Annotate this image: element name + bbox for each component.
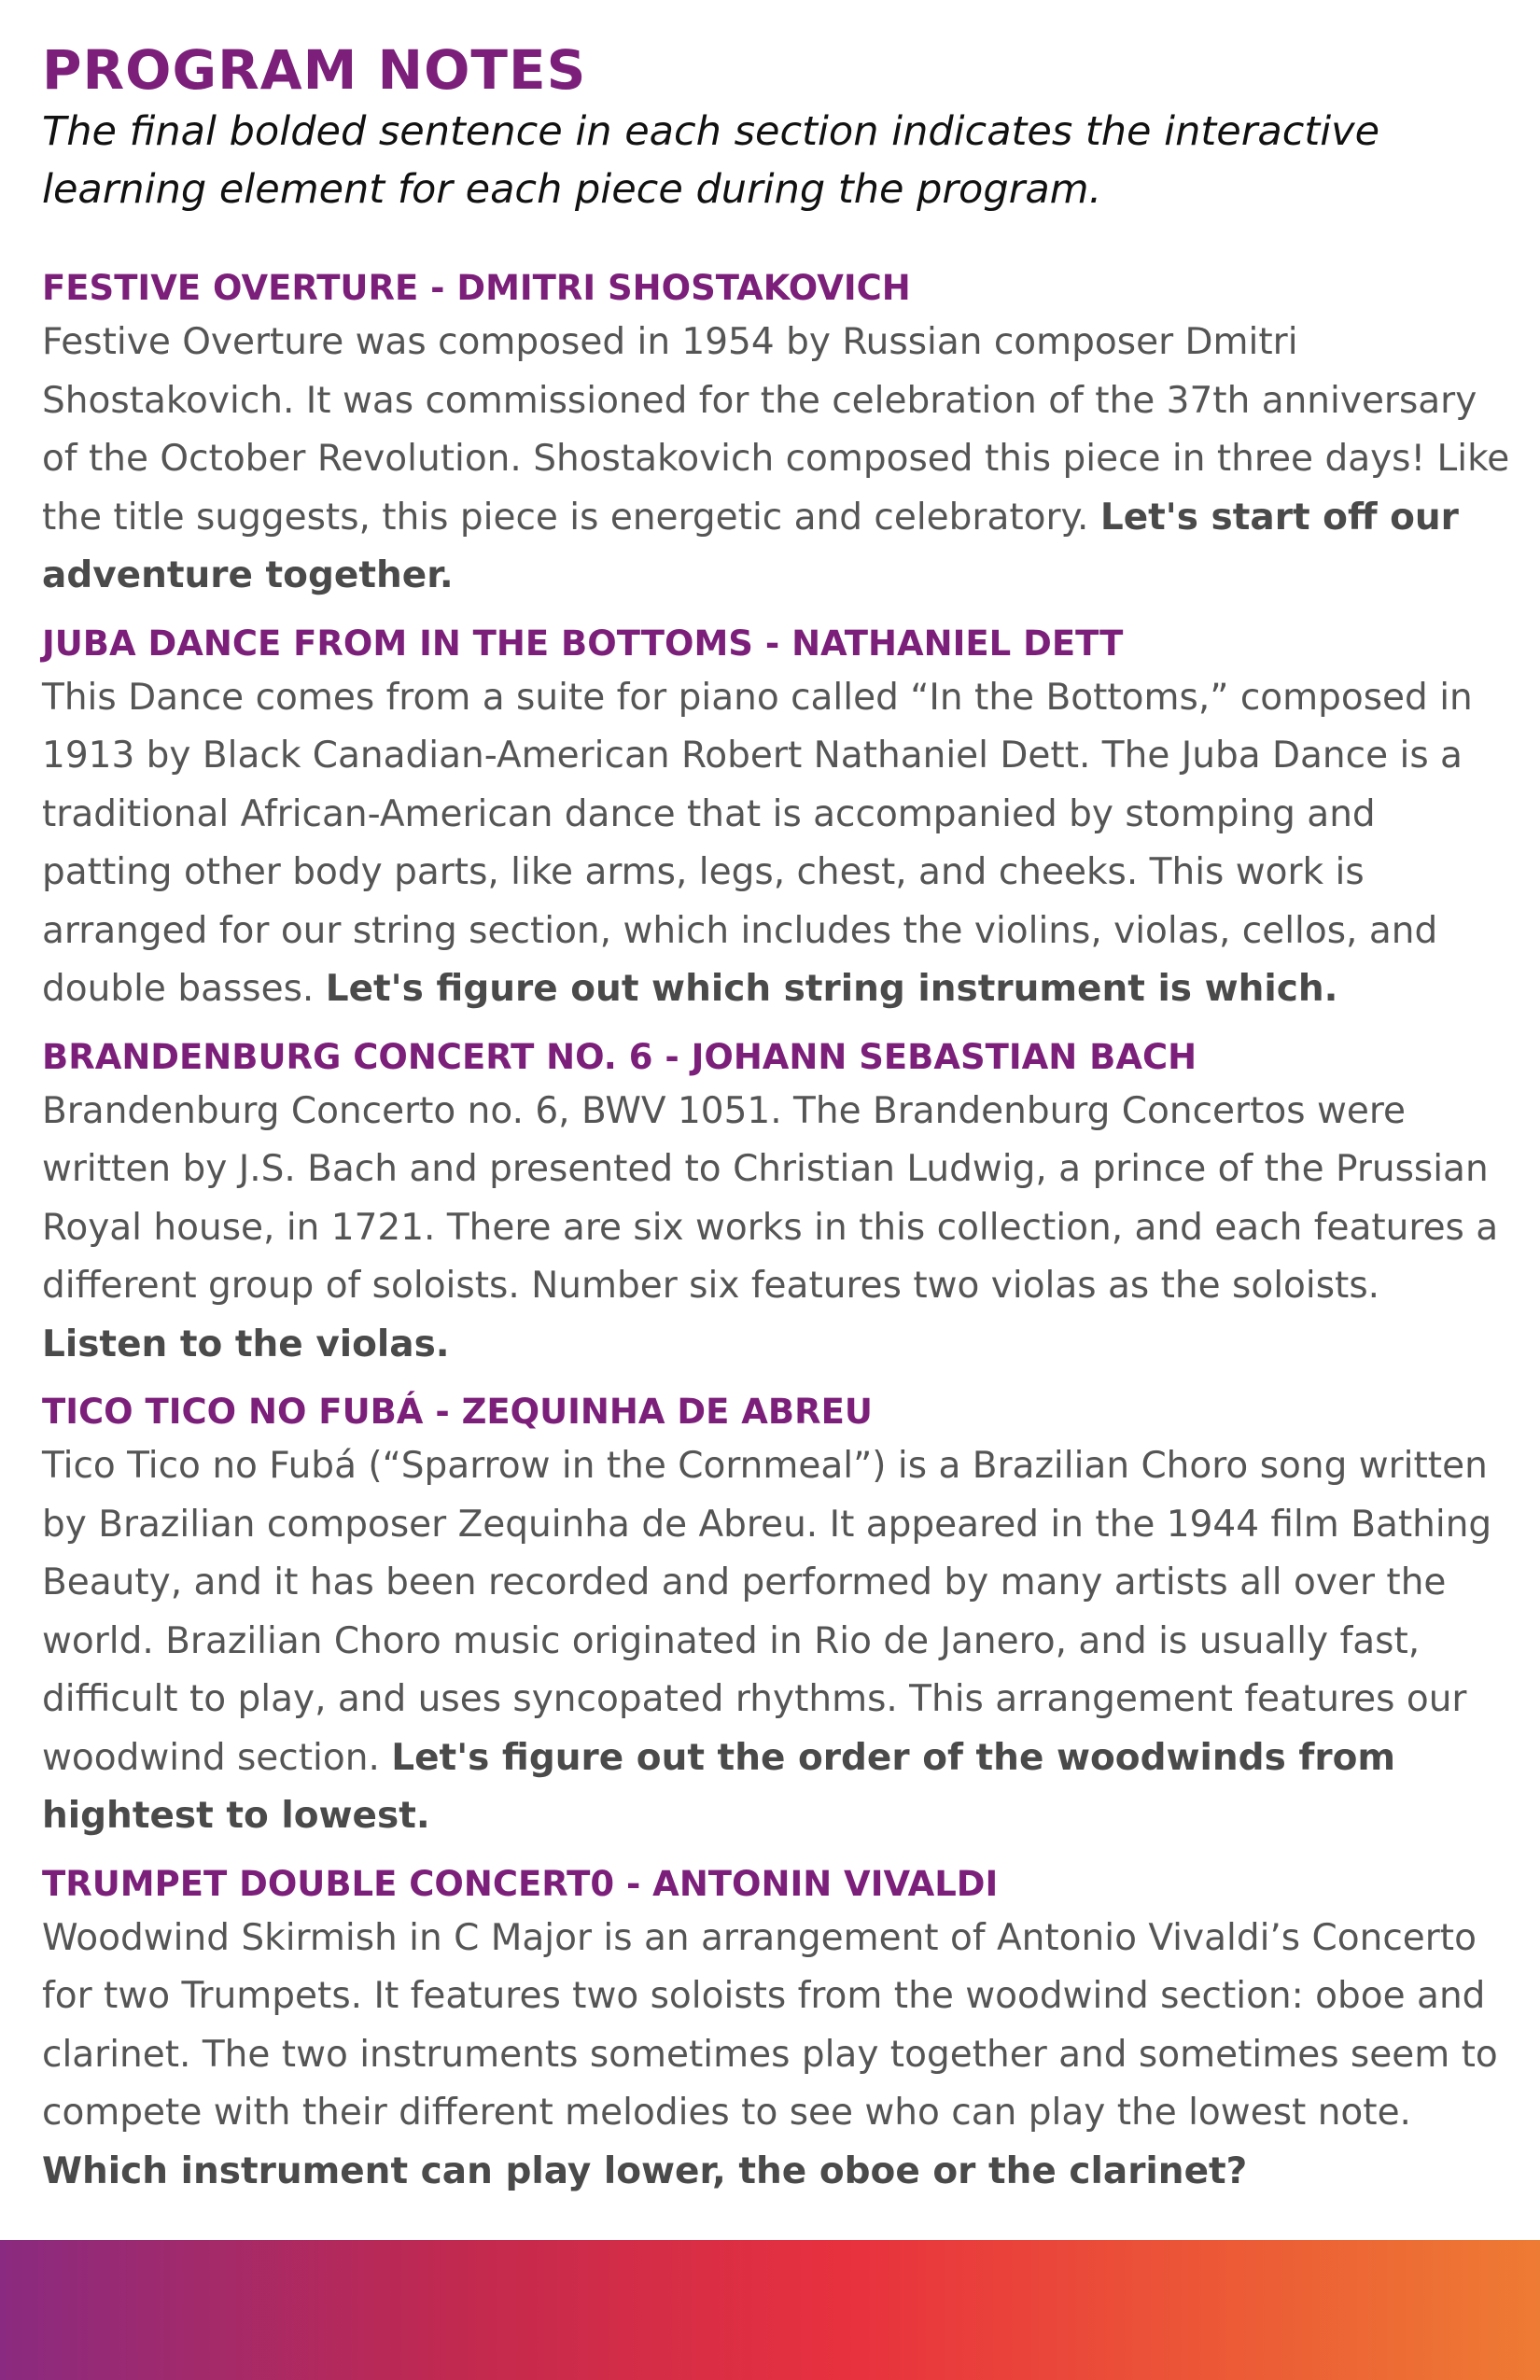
- section-description: This Dance comes from a suite for piano called “In the Bottoms,” composed in 1913 by Black Canadian-American Robert Nathaniel Dett. The Juba Dance is a traditional African-American dance that is accompanied by stomping and patting other body parts, like arms, legs, chest, and cheeks. This work is arranged for our string section, which includes the violins, violas, cellos, and double basses.: [42, 676, 1473, 1010]
- section-heading: TRUMPET DOUBLE CONCERT0 - ANTONIN VIVALDI: [42, 1863, 999, 1904]
- section-description: Tico Tico no Fubá (“Sparrow in the Cornmeal”) is a Brazilian Choro song written by Brazilian composer Zequinha de Abreu. It appeared in the 1944 film Bathing Beauty, and it has been recorded and performed by many artists all over the world. Brazilian Choro music originated in Rio de Janero, and is usually fast, difficult to play, and uses syncopated rhythms. This arrangement features our woodwind section.: [42, 1445, 1492, 1779]
- intro-text: The final bolded sentence in each section indicates the interactive learning element for each piece during the program.: [42, 108, 1380, 213]
- interactive-prompt: Let's start off our adventure together.: [42, 496, 1459, 596]
- program-notes-page: [42, 37, 1512, 2214]
- section-trumpet-concerto: [42, 1859, 1512, 2202]
- section-body: [42, 314, 1512, 606]
- section-heading: FESTIVE OVERTURE - DMITRI SHOSTAKOVICH: [42, 268, 911, 308]
- section-festive-overture: [42, 263, 1512, 606]
- section-heading: BRANDENBURG CONCERT NO. 6 - JOHANN SEBASTIAN BACH: [42, 1036, 1197, 1077]
- interactive-prompt: Listen to the violas.: [42, 1323, 450, 1365]
- section-juba-dance: [42, 619, 1512, 1019]
- interactive-prompt: Which instrument can play lower, the oboe or the clarinet?: [42, 2149, 1248, 2192]
- section-body: [42, 1910, 1512, 2202]
- section-heading: JUBA DANCE FROM IN THE BOTTOMS - NATHANIEL DETT: [42, 623, 1124, 664]
- page-title: PROGRAM NOTES: [42, 38, 587, 102]
- section-description: Festive Overture was composed in 1954 by Russian composer Dmitri Shostakovich. It was commissioned for the celebration of the 37th anniversary of the October Revolution. Shostakovich composed this piece in three days! Like the title suggests, this piece is energetic and celebratory.: [42, 321, 1510, 539]
- section-body: [42, 1083, 1512, 1375]
- section-description: Brandenburg Concerto no. 6, BWV 1051. The Brandenburg Concertos were written by J.S. Bach and presented to Christian Ludwig, a prince of the Prussian Royal house, in 1721. There are six works in this collection, and each features a different group of soloists. Number six features two violas as the soloists.: [42, 1089, 1499, 1307]
- interactive-prompt: Let's figure out the order of the woodwinds from hightest to lowest.: [42, 1736, 1396, 1837]
- interactive-prompt: Let's figure out which string instrument is which.: [325, 968, 1338, 1010]
- section-tico-tico: [42, 1387, 1512, 1846]
- section-body: [42, 669, 1512, 1019]
- footer-gradient-bar: [0, 2240, 1540, 2380]
- section-brandenburg: [42, 1032, 1512, 1375]
- section-description: Woodwind Skirmish in C Major is an arrangement of Antonio Vivaldi’s Concerto for two Trumpets. It features two soloists from the woodwind section: oboe and clarinet. The two instruments sometimes play together and sometimes seem to compete with their different melodies to see who can play the lowest note.: [42, 1916, 1498, 2134]
- section-heading: TICO TICO NO FUBÁ - ZEQUINHA DE ABREU: [42, 1392, 873, 1432]
- section-body: [42, 1437, 1512, 1846]
